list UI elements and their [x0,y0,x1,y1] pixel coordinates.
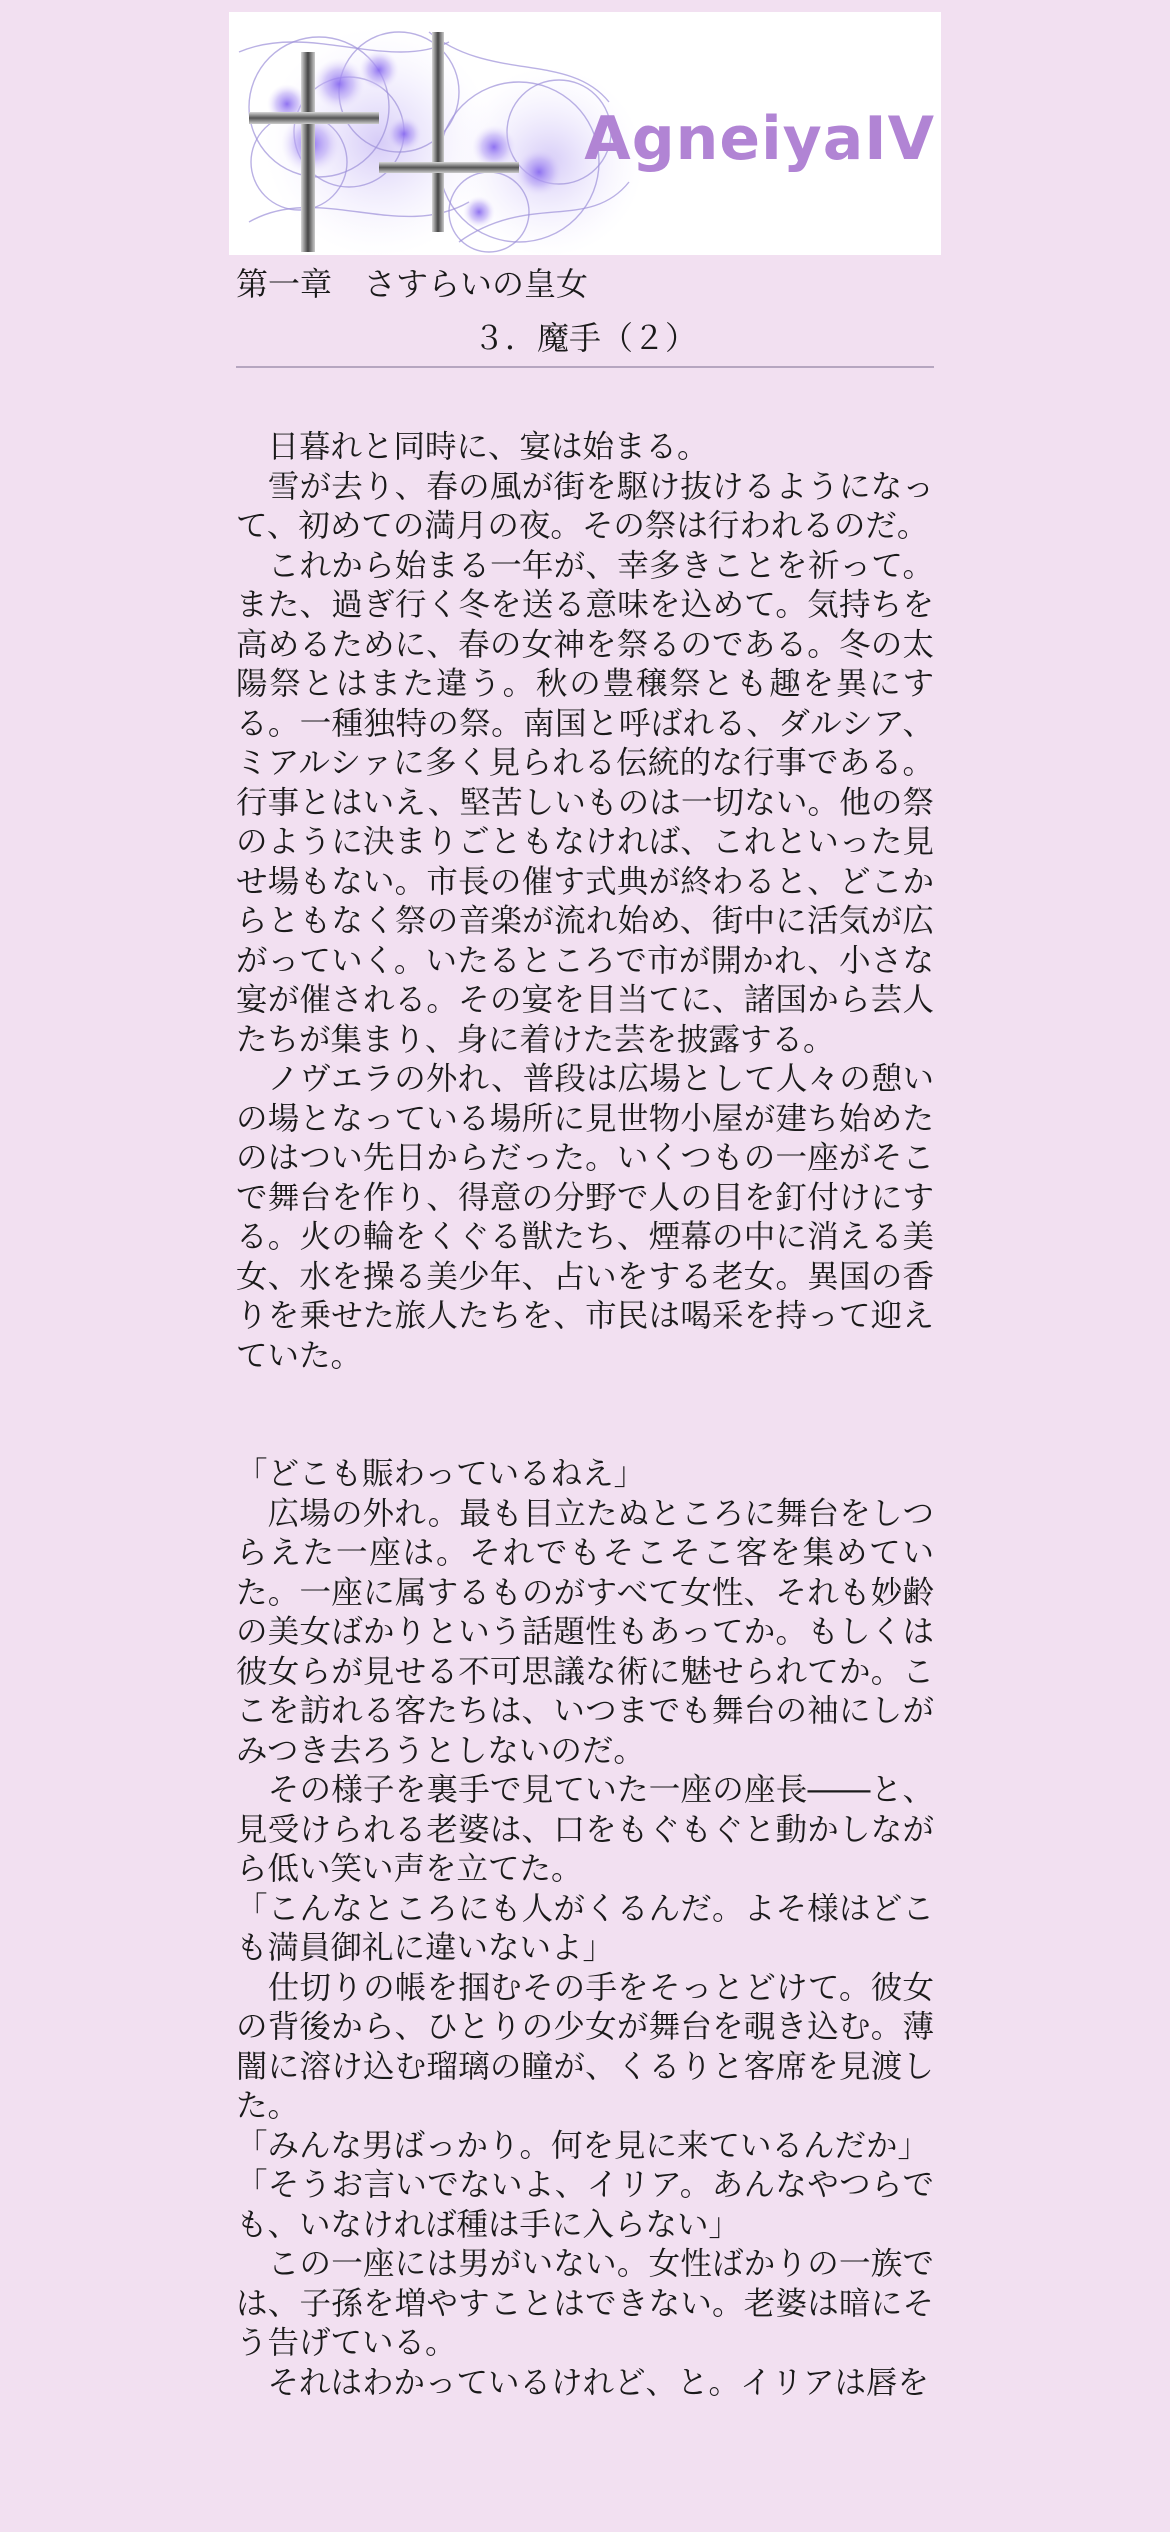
paragraph: ノヴエラの外れ、普段は広場として人々の憩いの場となっている場所に見世物小屋が建ち始めたのはつい先日からだった。いくつもの一座がそこで舞台を作り、得意の分野で人の目を釘付けにする。火の輪をくぐる獣たち、煙幕の中に消える美女、水を操る美少年、占いをする老女。異国の香りを乗せた旅人たちを、市民は喝采を持って迎えていた。 [236,1061,934,1374]
paragraph: 雪が去り、春の風が街を駆け抜けるようになって、初めての満月の夜。その祭は行われるのだ。 [236,468,934,544]
paragraph: 「こんなところにも人がくるんだ。よそ様はどこも満員御礼に違いないよ」 [236,1890,934,1966]
paragraph: この一座には男がいない。女性ばかりの一族では、子孫を増やすことはできない。老婆は暗にそう告げている。 [236,2246,934,2361]
paragraph: 日暮れと同時に、宴は始まる。 [236,429,709,465]
chapter-title: 第一章 さすらいの皇女 [236,265,589,303]
paragraph: 「どこも賑わっているねえ」 [236,1456,646,1492]
paragraph: 広場の外れ。最も目立たぬところに舞台をしつらえた一座は。それでもそこそこ客を集めていた。一座に属するものがすべて女性、それも妙齢の美女ばかりという話題性もあってか。もしくは彼女らが見せる不可思議な術に魅せられてか。ここを訪れる客たちは、いつまでも舞台の袖にしがみつき去ろうとしないのだ。 [236,1495,934,1769]
site-title: AgneiyaIV [584,104,935,174]
divider [236,366,934,368]
story-text [236,428,934,2403]
paragraph: これから始まる一年が、幸多きことを祈って。また、過ぎ行く冬を送る意味を込めて。気持ちを高めるために、春の女神を祭るのである。冬の太陽祭とはまた違う。秋の豊穣祭とも趣を異にする。一種独特の祭。南国と呼ばれる、ダルシア、ミアルシァに多く見られる伝統的な行事である。行事とはいえ、堅苦しいものは一切ない。他の祭のように決まりごともなければ、これといった見せ場もない。市長の催す式典が終わると、どこからともなく祭の音楽が流れ始め、街中に活気が広がっていく。いたるところで市が開かれ、小さな宴が催される。その宴を目当てに、諸国から芸人たちが集まり、身に着けた芸を披露する。 [236,547,934,1058]
site-banner[interactable] [229,12,941,255]
paragraph: その様子を裏手で見ていた一座の座長――と、見受けられる老婆は、口をもぐもぐと動かしながら低い笑い声を立てた。 [236,1772,934,1887]
paragraph: それはわかっているけれど、と。イリアは唇を [236,2364,930,2401]
paragraph: 「そうお言いでないよ、イリア。あんなやつらでも、いなければ種は手に入らない」 [236,2167,934,2243]
paragraph: 仕切りの帳を掴むその手をそっとどけて。彼女の背後から、ひとりの少女が舞台を覗き込む。薄闇に溶け込む瑠璃の瞳が、くるりと客席を見渡した。 [236,1969,934,2124]
paragraph: 「みんな男ばっかり。何を見に来ているんだか」 [236,2127,930,2164]
section-title: ３．魔手（２） [472,319,697,357]
scene-break [236,1376,934,1455]
